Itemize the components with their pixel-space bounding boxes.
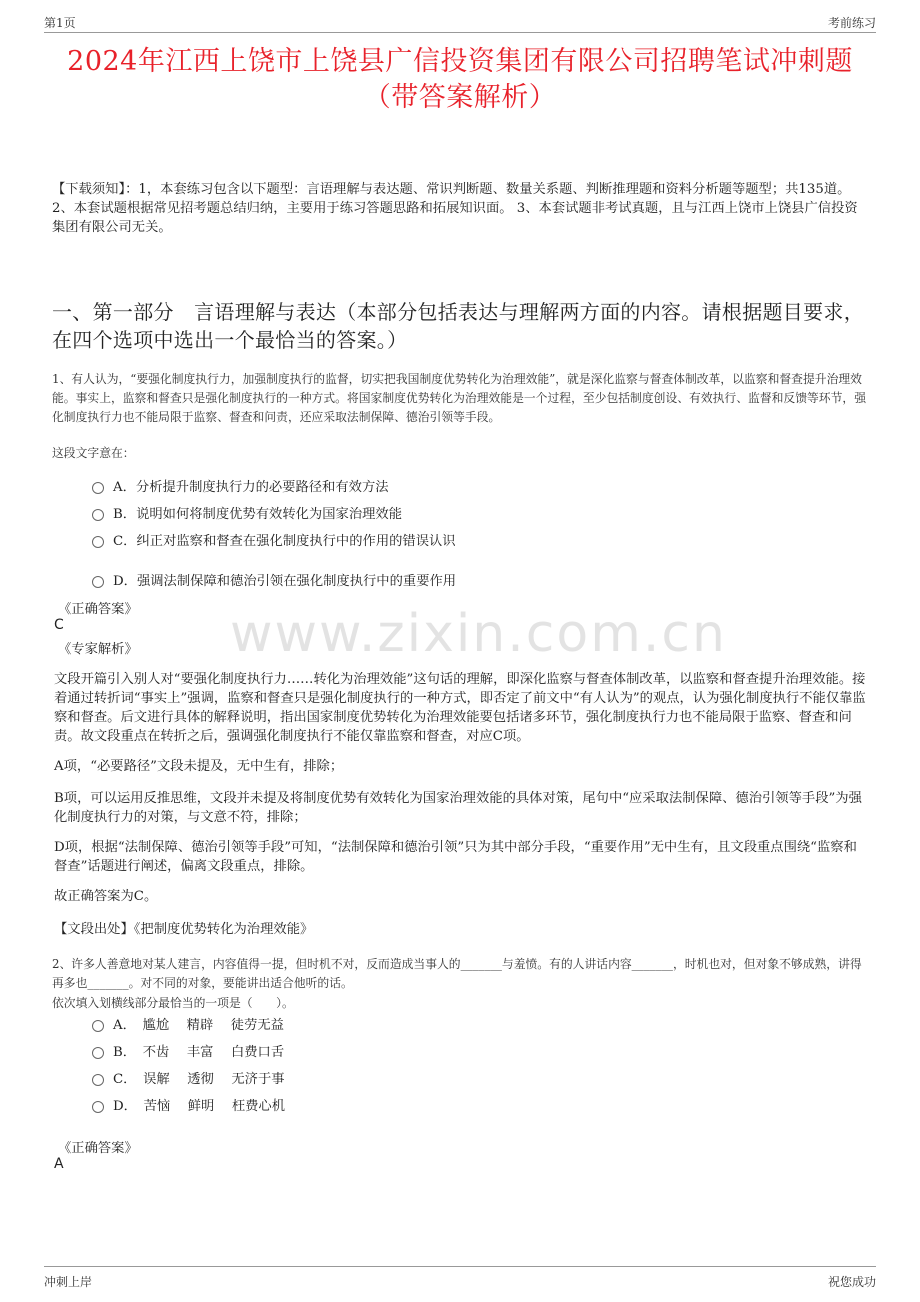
- question-2-text: 2、许多人善意地对某人建言，内容值得一提，但时机不对，反而造成当事人的_______与羞愤。有的人讲话内容_______，时机也对，但对象不够成熟，讲得再多也_______。对不同的对象，要能讲出适合他听的话。: [52, 957, 862, 990]
- question-1-text: 1、有人认为，“要强化制度执行力，加强制度执行的监督，切实把我国制度优势转化为治理效能”，就是深化监察与督查体制改革，以监察和督查提升治理效能。事实上，监察和督查只是强化制度执行的一种方式。将国家制度优势转化为治理效能是一个过程，至少包括制度创设、有效执行、监督和反馈等环节，强化制度执行力也不能局限于监察、督查和问责，还应采取法制保障、德治引领等手段。: [52, 372, 866, 424]
- section-heading: 一、第一部分 言语理解与表达（本部分包括表达与理解两方面的内容。请根据题目要求，在四个选项中选出一个最恰当的答案。）: [52, 300, 864, 352]
- radio-icon[interactable]: [92, 1047, 104, 1059]
- option-d[interactable]: [92, 570, 456, 589]
- option-label: A．分析提升制度执行力的必要路径和有效方法: [113, 480, 389, 495]
- answer-value: A: [54, 1156, 64, 1172]
- option-a[interactable]: [92, 1014, 284, 1033]
- analysis-paragraph: 文段开篇引入别人对“要强化制度执行力……转化为治理效能”这句话的理解，即深化监察与督查体制改革，以监察和督查提升治理效能。接着通过转折词“事实上”强调，监察和督查只是强化制度执行的一种方式，即否定了前文中“有人认为”的观点，认为强化制度执行不能仅靠监察和督查。后文进行具体的解释说明，指出国家制度优势转化为治理效能要包括诸多环节，强化制度执行力也不能局限于监察、督查和问责。故文段重点在转折之后，强调强化制度执行不能仅靠监察和督查，对应C项。: [54, 672, 866, 744]
- option-d[interactable]: [92, 1095, 285, 1114]
- footer-right: 祝您成功: [827, 1275, 876, 1289]
- question-2-prompt: 依次填入划横线部分最恰当的一项是（ ）。: [52, 996, 294, 1010]
- option-c[interactable]: [92, 1068, 285, 1087]
- answer-label: 《正确答案》: [58, 1141, 138, 1156]
- option-label: C． 误解 透彻 无济于事: [113, 1072, 285, 1087]
- analysis-label: 《专家解析》: [58, 642, 138, 657]
- analysis-paragraph: B项，可以运用反推思维，文段并未提及将制度优势有效转化为国家治理效能的具体对策，尾句中“应采取法制保障、德治引领等手段”为强化制度执行力的对策，与文意不符，排除；: [54, 791, 862, 825]
- radio-icon[interactable]: [92, 1101, 104, 1113]
- watermark: www.zixin.com.cn: [230, 604, 727, 664]
- option-b[interactable]: [92, 1041, 284, 1060]
- option-label: B． 不齿 丰富 白费口舌: [113, 1045, 285, 1060]
- footer-left: 冲刺上岸: [44, 1275, 93, 1289]
- option-a[interactable]: [92, 476, 389, 495]
- header-tag: 考前练习: [827, 16, 876, 30]
- page-number: 第1页: [44, 16, 76, 30]
- option-c[interactable]: [92, 530, 456, 549]
- analysis-paragraph: A项，“必要路径”文段未提及，无中生有，排除；: [54, 759, 344, 774]
- option-label: B．说明如何将制度优势有效转化为国家治理效能: [113, 507, 403, 522]
- analysis-paragraph: 故正确答案为C。: [54, 889, 158, 904]
- document-title: 2024年江西上饶市上饶县广信投资集团有限公司招聘笔试冲刺题（带答案解析）: [67, 46, 853, 113]
- radio-icon[interactable]: [92, 482, 104, 494]
- radio-icon[interactable]: [92, 536, 104, 548]
- page-footer: [44, 1266, 876, 1297]
- option-label: C．纠正对监察和督查在强化制度执行中的作用的错误认识: [113, 534, 456, 549]
- answer-value: C: [54, 617, 64, 633]
- download-notice: 【下载须知】：1，本套练习包含以下题型：言语理解与表达题、常识判断题、数量关系题、判断推理题和资料分析题等题型；共135道。 2、本套试题根据常见招考题总结归纳，主要用于练习答题思路和拓展知识面。 3、本套试题非考试真题，且与江西上饶市上饶县广信投资集团有限公司无关。: [52, 182, 858, 235]
- radio-icon[interactable]: [92, 1074, 104, 1086]
- answer-label: 《正确答案》: [58, 602, 138, 617]
- option-label: A． 尴尬 精辟 徒劳无益: [113, 1018, 284, 1033]
- radio-icon[interactable]: [92, 576, 104, 588]
- option-b[interactable]: [92, 503, 402, 522]
- source-note: 【文段出处】《把制度优势转化为治理效能》: [54, 922, 314, 937]
- option-label: D．强调法制保障和德治引领在强化制度执行中的重要作用: [113, 574, 457, 589]
- page-header: [44, 0, 876, 33]
- radio-icon[interactable]: [92, 1020, 104, 1032]
- radio-icon[interactable]: [92, 509, 104, 521]
- question-1-prompt: 这段文字意在：: [52, 446, 135, 460]
- analysis-paragraph: D项，根据“法制保障、德治引领等手段”可知，“法制保障和德治引领”只为其中部分手段，“重要作用”无中生有，且文段重点围绕“监察和督查”话题进行阐述，偏离文段重点，排除。: [54, 840, 857, 874]
- option-label: D． 苦恼 鲜明 枉费心机: [113, 1099, 286, 1114]
